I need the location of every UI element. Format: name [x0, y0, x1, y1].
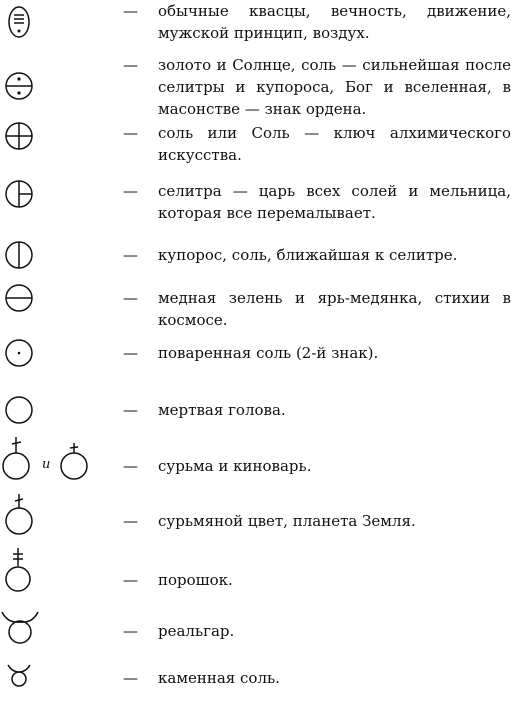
taurus-small-icon — [0, 667, 40, 697]
circle-double-cross-icon — [0, 569, 40, 609]
entry-text: реальгар. — [158, 622, 235, 640]
entry-text: сурьмяной цвет, планета Земля. — [158, 512, 416, 530]
entry-dash: — — [123, 457, 138, 475]
oval-triple-line-icon — [0, 0, 40, 44]
entry-text: золото и Солнце, соль — сильнейшая после селитры и купороса, Бог и вселенная, в масонстве — знак ордена. — [158, 56, 511, 118]
circle-dot-icon — [0, 342, 40, 382]
entry-text: обычные квасцы, вечность, движение, мужской принцип, воздух. — [158, 2, 511, 42]
entry-text: каменная соль. — [158, 669, 280, 687]
entry-text: мертвая голова. — [158, 401, 286, 419]
entry-dash: — — [123, 289, 138, 307]
symbol-cell — [0, 342, 120, 402]
circle-cross-icon — [0, 122, 40, 162]
symbol-cell — [0, 0, 120, 60]
symbol-cell — [0, 287, 120, 347]
entry-text: медная зелень и ярь-медянка, стихии в космосе. — [158, 289, 511, 329]
circle-vertical-line-icon — [0, 244, 40, 284]
entry-dash: — — [123, 56, 138, 74]
entry-dash: — — [123, 344, 138, 362]
connector-text: и — [42, 457, 51, 472]
entry-dash: — — [123, 246, 138, 264]
circle-small-cross-icon — [0, 510, 40, 550]
symbol-cell — [0, 54, 120, 114]
entry-text: купорос, соль, ближайшая к селитре. — [158, 246, 458, 264]
entry-dash: — — [123, 2, 138, 20]
entry-dash: — — [123, 512, 138, 530]
entry-dash: — — [123, 182, 138, 200]
taurus-large-icon — [0, 620, 50, 670]
circle-bar-dots-icon — [0, 54, 40, 114]
entry-dash: — — [123, 622, 138, 640]
entry-dash: — — [123, 669, 138, 687]
empty-circle-icon — [0, 399, 40, 439]
entry-text: соль или Соль — ключ алхимического искусства. — [158, 124, 511, 164]
circle-cross-pair-icon — [0, 455, 120, 505]
entry-dash: — — [123, 124, 138, 142]
symbol-cell — [0, 667, 120, 727]
entry-text: сурьма и киноварь. — [158, 457, 312, 475]
symbol-cell — [0, 122, 120, 182]
entry-dash: — — [123, 571, 138, 589]
circle-horizontal-line-icon — [0, 287, 40, 327]
entry-dash: — — [123, 401, 138, 419]
symbol-cell — [0, 399, 120, 459]
circle-half-cross-icon — [0, 180, 40, 220]
entry-text: поваренная соль (2-й знак). — [158, 344, 379, 362]
entry-text: порошок. — [158, 571, 233, 589]
symbol-cell — [0, 180, 120, 240]
entry-text: селитра — царь всех солей и мельница, которая все перемалывает. — [158, 182, 511, 222]
symbol-cell — [0, 455, 120, 515]
